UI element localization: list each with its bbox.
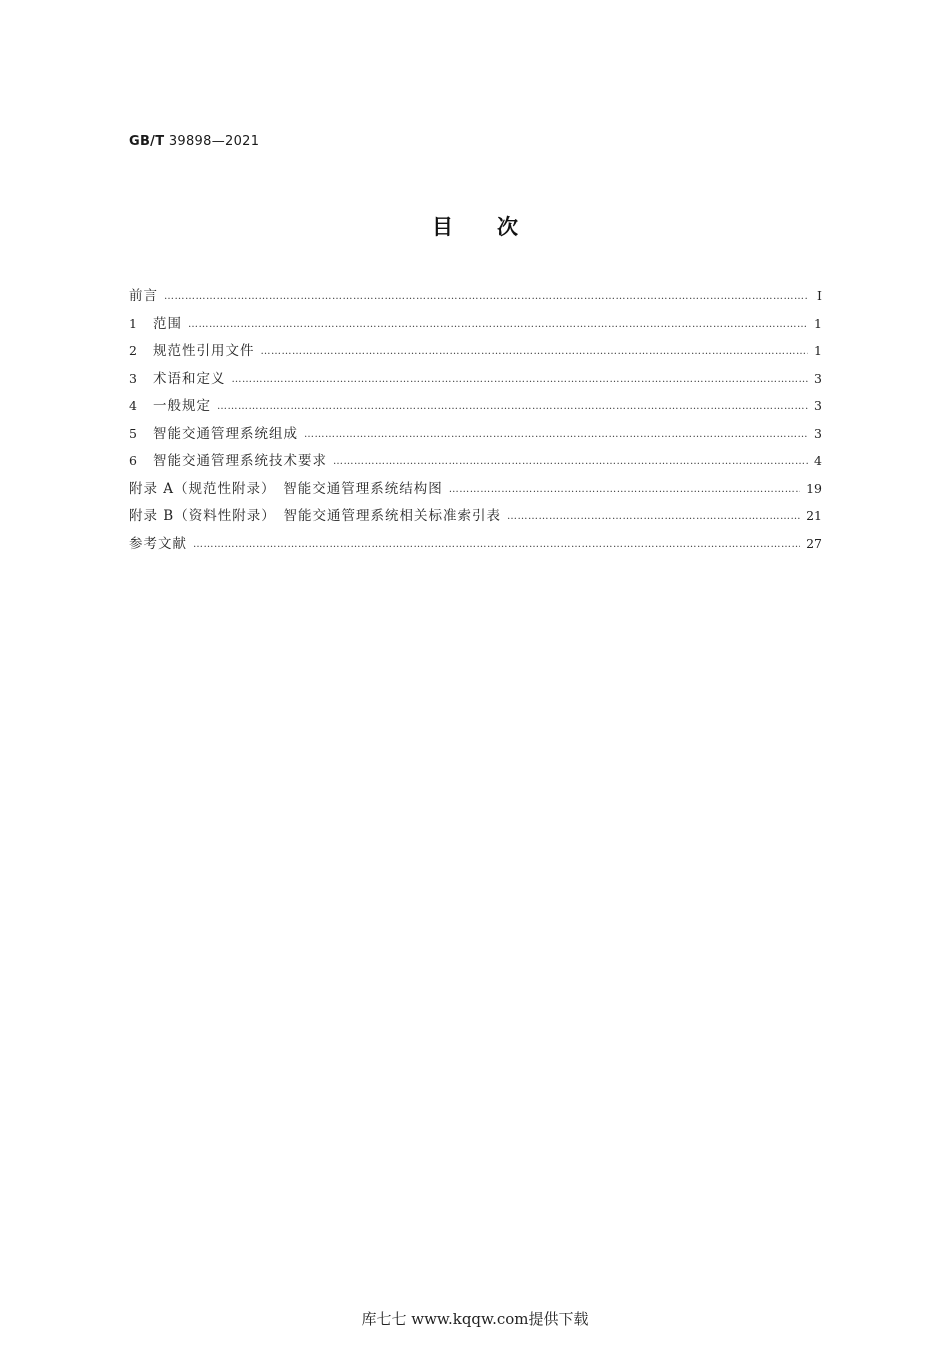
toc-entry-page: 4 xyxy=(814,453,822,468)
toc-leader-dots xyxy=(507,506,800,528)
toc-entry-foreword[interactable] xyxy=(129,285,822,313)
toc-entry-label: 前言 xyxy=(129,288,158,304)
toc-entry-label: 参考文献 xyxy=(129,535,187,552)
toc-title-char-1: 目 xyxy=(432,215,453,239)
toc-entry-page: 21 xyxy=(806,508,822,523)
standard-code-prefix: GB/T xyxy=(129,134,165,149)
toc-entry-page: 3 xyxy=(814,398,822,413)
toc-leader-dots xyxy=(188,314,808,336)
toc-entry-page: 19 xyxy=(806,480,822,496)
toc-entry-page: 3 xyxy=(814,370,822,386)
toc-leader-dots xyxy=(164,286,808,308)
toc-entry-technical-requirements[interactable] xyxy=(129,450,822,478)
toc-entry-number: 1 xyxy=(129,315,137,331)
toc-leader-dots xyxy=(449,479,800,501)
table-of-contents xyxy=(129,285,822,560)
toc-leader-dots xyxy=(333,451,808,473)
toc-entry-label: 术语和定义 xyxy=(153,370,226,387)
toc-leader-dots xyxy=(193,534,800,556)
toc-entry-page: 27 xyxy=(806,535,822,551)
toc-entry-label: 附录 A（规范性附录） 智能交通管理系统结构图 xyxy=(129,480,443,497)
toc-entry-number: 5 xyxy=(129,425,137,441)
toc-entry-number: 3 xyxy=(129,370,137,386)
toc-entry-label: 一般规定 xyxy=(153,398,211,414)
toc-entry-label: 规范性引用文件 xyxy=(153,343,255,359)
toc-entry-page: 1 xyxy=(814,343,822,358)
toc-entry-number: 4 xyxy=(129,398,137,413)
toc-leader-dots xyxy=(217,396,808,418)
toc-entry-page: 3 xyxy=(814,425,822,441)
toc-leader-dots xyxy=(261,341,809,363)
download-footer: 库七七 www.kqqw.com提供下载 xyxy=(361,1310,589,1328)
toc-entry-label: 智能交通管理系统组成 xyxy=(153,425,298,442)
toc-entry-system-composition[interactable] xyxy=(129,423,822,451)
toc-entry-number: 2 xyxy=(129,343,137,358)
toc-title xyxy=(0,211,950,241)
toc-entry-appendix-a[interactable] xyxy=(129,478,822,506)
standard-code-number: 39898—2021 xyxy=(168,134,260,149)
toc-title-char-2: 次 xyxy=(497,215,518,239)
toc-entry-number: 6 xyxy=(129,453,137,468)
toc-entry-scope[interactable] xyxy=(129,313,822,341)
toc-entry-terms[interactable] xyxy=(129,368,822,396)
toc-entry-label: 附录 B（资料性附录） 智能交通管理系统相关标准索引表 xyxy=(129,508,501,524)
toc-entry-label: 智能交通管理系统技术要求 xyxy=(153,453,327,469)
toc-entry-label: 范围 xyxy=(153,315,182,332)
toc-entry-appendix-b[interactable] xyxy=(129,505,822,533)
toc-entry-page: Ⅰ xyxy=(817,288,822,303)
toc-leader-dots xyxy=(304,424,808,446)
toc-entry-general-provisions[interactable] xyxy=(129,395,822,423)
toc-entry-normative-references[interactable] xyxy=(129,340,822,368)
toc-entry-bibliography[interactable] xyxy=(129,533,822,561)
toc-leader-dots xyxy=(232,369,809,391)
standard-code xyxy=(129,134,259,149)
toc-entry-page: 1 xyxy=(814,315,822,331)
